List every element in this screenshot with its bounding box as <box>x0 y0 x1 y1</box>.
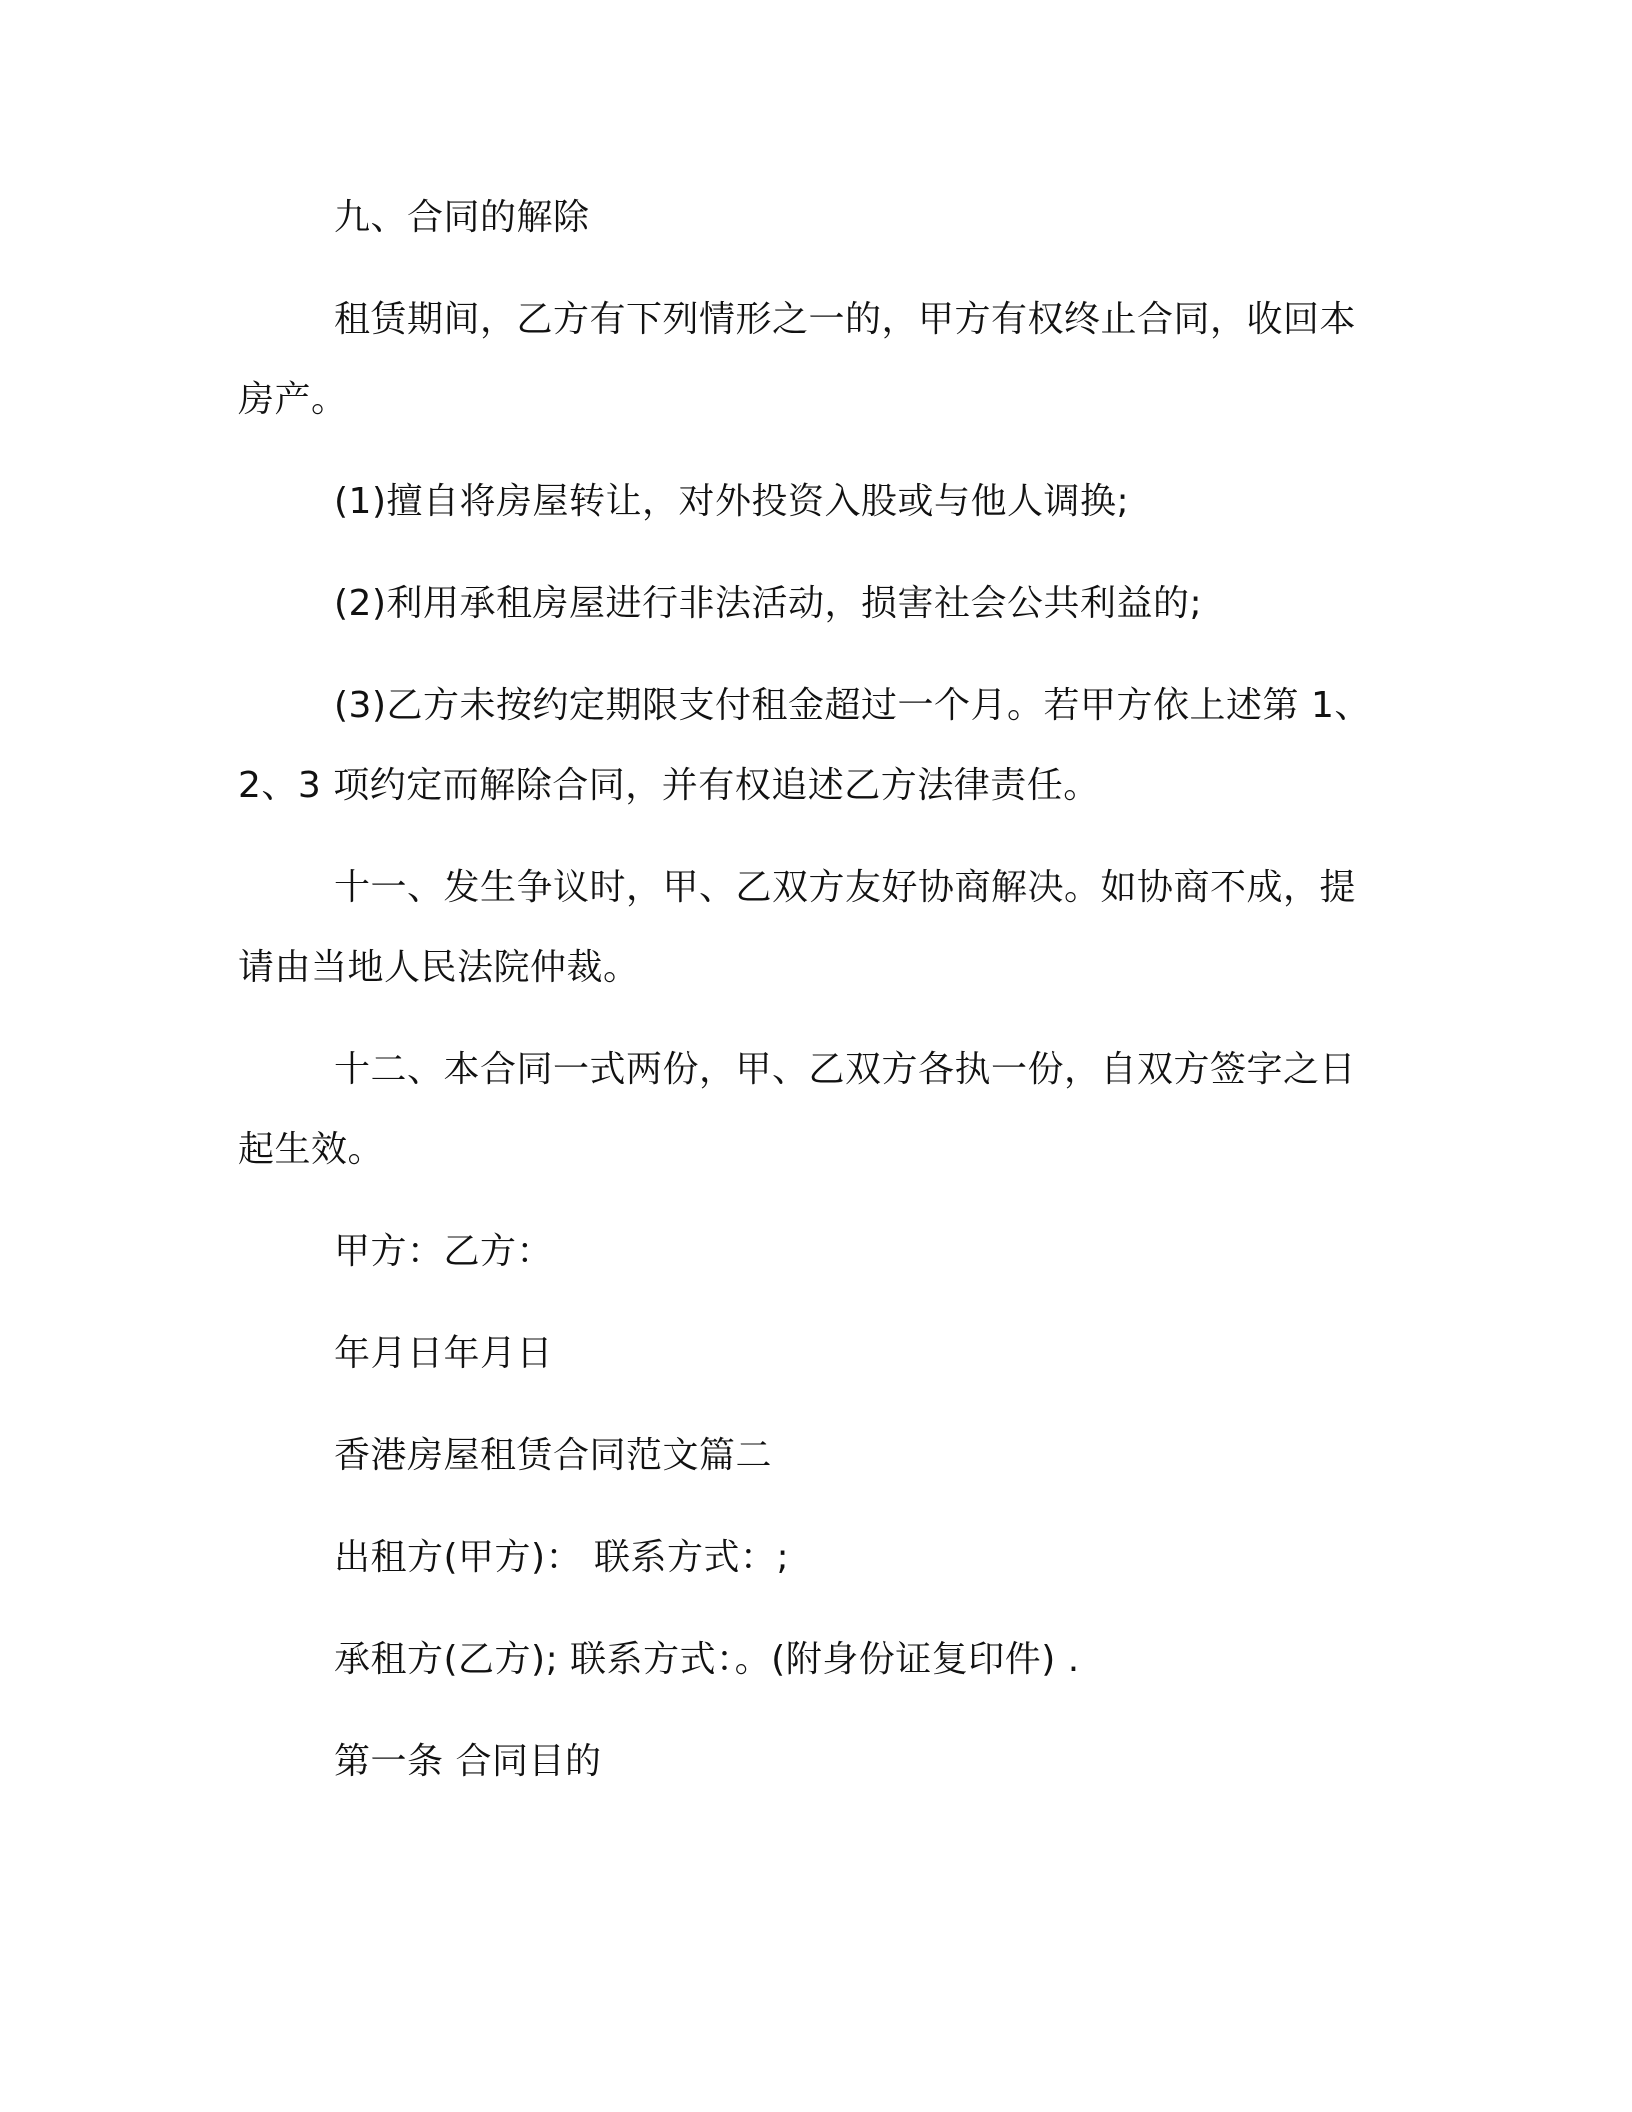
section-heading-contract-termination: 九、合同的解除 <box>334 197 590 238</box>
lessee-info: 承租方(乙方); 联系方式：。(附身份证复印件) . <box>334 1639 1080 1680</box>
article-one-heading: 第一条 合同目的 <box>334 1741 602 1782</box>
list-item-1: (1)擅自将房屋转让，对外投资入股或与他人调换; <box>334 481 1130 522</box>
signature-dates: 年月日年月日 <box>334 1333 554 1374</box>
paragraph-line: 2、3 项约定而解除合同，并有权追述乙方法律责任。 <box>238 765 1100 806</box>
paragraph-line: 房产。 <box>238 379 348 420</box>
list-item-2: (2)利用承租房屋进行非法活动，损害社会公共利益的; <box>334 583 1203 624</box>
signature-parties: 甲方：乙方： <box>334 1231 554 1272</box>
section-twelve: 十二、本合同一式两份，甲、乙双方各执一份，自双方签字之日 <box>334 1049 1357 1090</box>
paragraph-line: 请由当地人民法院仲裁。 <box>238 947 640 988</box>
lessor-info: 出租方(甲方)： 联系方式：; <box>334 1537 790 1578</box>
document-title-part-two: 香港房屋租赁合同范文篇二 <box>334 1435 773 1476</box>
paragraph-line: 起生效。 <box>238 1129 385 1170</box>
paragraph-line: 租赁期间，乙方有下列情形之一的，甲方有权终止合同，收回本 <box>334 299 1357 340</box>
section-eleven: 十一、发生争议时，甲、乙双方友好协商解决。如协商不成，提 <box>334 867 1357 908</box>
list-item-3: (3)乙方未按约定期限支付租金超过一个月。若甲方依上述第 1、 <box>334 685 1371 726</box>
